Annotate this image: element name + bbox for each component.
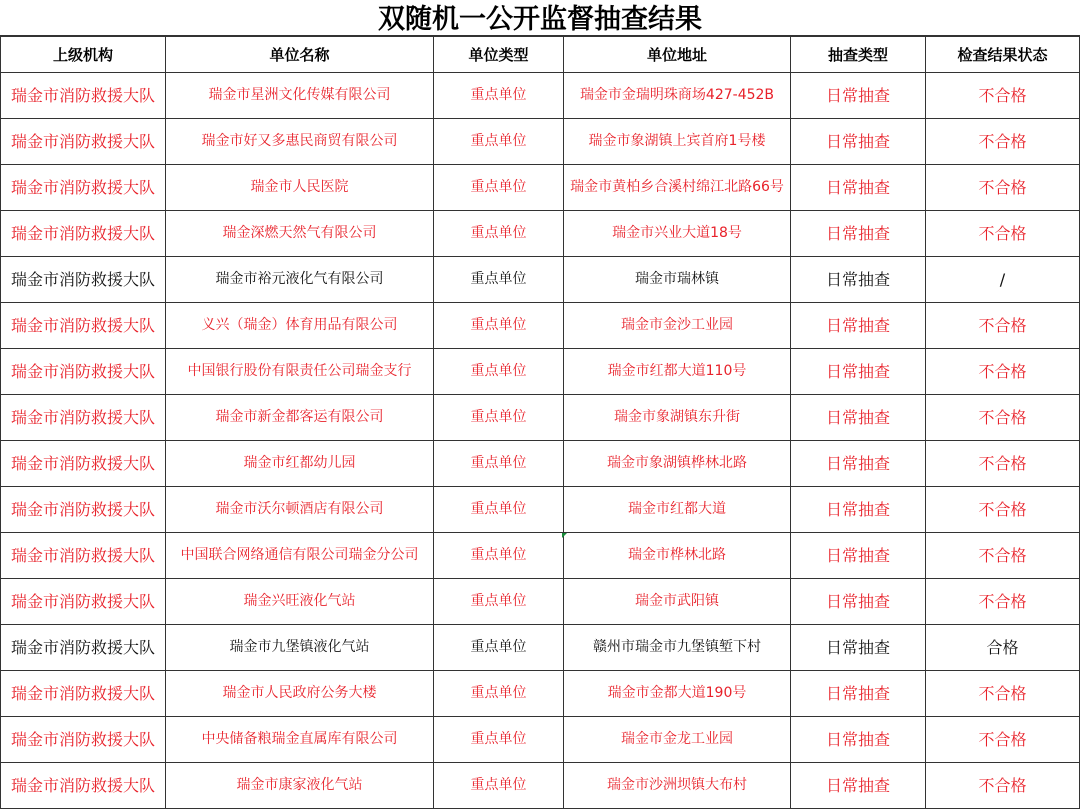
cell-unit-name[interactable]: 瑞金市新金都客运有限公司 bbox=[166, 395, 434, 441]
cell-unit-type[interactable]: 重点单位 bbox=[434, 349, 564, 395]
cell-result-status[interactable]: 不合格 bbox=[926, 717, 1080, 763]
cell-parent-org[interactable]: 瑞金市消防救援大队 bbox=[1, 487, 166, 533]
cell-inspection-type[interactable]: 日常抽查 bbox=[791, 395, 926, 441]
cell-unit-type[interactable]: 重点单位 bbox=[434, 257, 564, 303]
table-row bbox=[1, 119, 1080, 165]
cell-result-status[interactable]: 不合格 bbox=[926, 763, 1080, 809]
cell-unit-name[interactable]: 瑞金市沃尔顿酒店有限公司 bbox=[166, 487, 434, 533]
cell-inspection-type[interactable]: 日常抽查 bbox=[791, 579, 926, 625]
cell-unit-address[interactable]: 瑞金市象湖镇桦林北路 bbox=[564, 441, 791, 487]
table-row bbox=[1, 303, 1080, 349]
cell-inspection-type[interactable]: 日常抽查 bbox=[791, 73, 926, 119]
table-row bbox=[1, 533, 1080, 579]
cell-parent-org[interactable]: 瑞金市消防救援大队 bbox=[1, 763, 166, 809]
cell-unit-name[interactable]: 瑞金市九堡镇液化气站 bbox=[166, 625, 434, 671]
table-row bbox=[1, 395, 1080, 441]
cell-result-status[interactable]: / bbox=[926, 257, 1080, 303]
cell-unit-name[interactable]: 瑞金深燃天然气有限公司 bbox=[166, 211, 434, 257]
results-table bbox=[0, 36, 1080, 809]
cell-unit-address[interactable]: 瑞金市金瑞明珠商场427-452B bbox=[564, 73, 791, 119]
cell-unit-type[interactable]: 重点单位 bbox=[434, 625, 564, 671]
cell-unit-address[interactable]: 瑞金市红都大道110号 bbox=[564, 349, 791, 395]
table-row bbox=[1, 349, 1080, 395]
cell-unit-address[interactable]: 瑞金市象湖镇东升街 bbox=[564, 395, 791, 441]
cell-inspection-type[interactable]: 日常抽查 bbox=[791, 211, 926, 257]
table-row bbox=[1, 441, 1080, 487]
cell-unit-name[interactable]: 瑞金市红都幼儿园 bbox=[166, 441, 434, 487]
table-row bbox=[1, 257, 1080, 303]
table-row bbox=[1, 763, 1080, 809]
cell-unit-type[interactable]: 重点单位 bbox=[434, 303, 564, 349]
cell-comment-indicator-icon bbox=[562, 533, 567, 538]
cell-result-status[interactable]: 不合格 bbox=[926, 487, 1080, 533]
cell-unit-address[interactable]: 瑞金市武阳镇 bbox=[564, 579, 791, 625]
cell-result-status[interactable]: 不合格 bbox=[926, 211, 1080, 257]
cell-result-status[interactable]: 合格 bbox=[926, 625, 1080, 671]
header-unit-name[interactable]: 单位名称 bbox=[166, 37, 434, 73]
cell-parent-org[interactable]: 瑞金市消防救援大队 bbox=[1, 211, 166, 257]
cell-parent-org[interactable]: 瑞金市消防救援大队 bbox=[1, 625, 166, 671]
cell-unit-name[interactable]: 瑞金市人民政府公务大楼 bbox=[166, 671, 434, 717]
cell-inspection-type[interactable]: 日常抽查 bbox=[791, 763, 926, 809]
table-row bbox=[1, 165, 1080, 211]
cell-result-status[interactable]: 不合格 bbox=[926, 73, 1080, 119]
cell-unit-address[interactable]: 瑞金市兴业大道18号 bbox=[564, 211, 791, 257]
cell-result-status[interactable]: 不合格 bbox=[926, 119, 1080, 165]
cell-unit-name[interactable]: 瑞金市裕元液化气有限公司 bbox=[166, 257, 434, 303]
cell-inspection-type[interactable]: 日常抽查 bbox=[791, 533, 926, 579]
cell-result-status[interactable]: 不合格 bbox=[926, 165, 1080, 211]
cell-inspection-type[interactable]: 日常抽查 bbox=[791, 625, 926, 671]
cell-inspection-type[interactable]: 日常抽查 bbox=[791, 441, 926, 487]
header-inspection-type[interactable]: 抽查类型 bbox=[791, 37, 926, 73]
cell-parent-org[interactable]: 瑞金市消防救援大队 bbox=[1, 579, 166, 625]
cell-unit-type[interactable]: 重点单位 bbox=[434, 579, 564, 625]
cell-inspection-type[interactable]: 日常抽查 bbox=[791, 671, 926, 717]
cell-unit-address[interactable]: 瑞金市红都大道 bbox=[564, 487, 791, 533]
cell-unit-type[interactable]: 重点单位 bbox=[434, 533, 564, 579]
cell-inspection-type[interactable]: 日常抽查 bbox=[791, 257, 926, 303]
header-row bbox=[1, 37, 1080, 73]
header-unit-address[interactable]: 单位地址 bbox=[564, 37, 791, 73]
cell-parent-org[interactable]: 瑞金市消防救援大队 bbox=[1, 165, 166, 211]
cell-result-status[interactable]: 不合格 bbox=[926, 441, 1080, 487]
cell-unit-name[interactable]: 中央储备粮瑞金直属库有限公司 bbox=[166, 717, 434, 763]
cell-unit-address[interactable]: 瑞金市沙洲坝镇大布村 bbox=[564, 763, 791, 809]
cell-unit-address[interactable]: 瑞金市金沙工业园 bbox=[564, 303, 791, 349]
cell-result-status[interactable]: 不合格 bbox=[926, 303, 1080, 349]
cell-unit-name[interactable]: 中国银行股份有限责任公司瑞金支行 bbox=[166, 349, 434, 395]
header-result-status[interactable]: 检查结果状态 bbox=[926, 37, 1080, 73]
cell-unit-type[interactable]: 重点单位 bbox=[434, 119, 564, 165]
cell-parent-org[interactable]: 瑞金市消防救援大队 bbox=[1, 257, 166, 303]
cell-parent-org[interactable]: 瑞金市消防救援大队 bbox=[1, 73, 166, 119]
cell-parent-org[interactable]: 瑞金市消防救援大队 bbox=[1, 441, 166, 487]
cell-parent-org[interactable]: 瑞金市消防救援大队 bbox=[1, 533, 166, 579]
cell-result-status[interactable]: 不合格 bbox=[926, 533, 1080, 579]
cell-unit-name[interactable]: 瑞金兴旺液化气站 bbox=[166, 579, 434, 625]
cell-unit-type[interactable]: 重点单位 bbox=[434, 671, 564, 717]
cell-unit-address[interactable]: 瑞金市桦林北路 bbox=[564, 533, 791, 579]
cell-parent-org[interactable]: 瑞金市消防救援大队 bbox=[1, 349, 166, 395]
cell-unit-address[interactable]: 瑞金市黄柏乡合溪村绵江北路66号 bbox=[564, 165, 791, 211]
table-row bbox=[1, 579, 1080, 625]
cell-inspection-type[interactable]: 日常抽查 bbox=[791, 119, 926, 165]
cell-unit-address[interactable]: 赣州市瑞金市九堡镇堑下村 bbox=[564, 625, 791, 671]
header-parent-org[interactable]: 上级机构 bbox=[1, 37, 166, 73]
cell-parent-org[interactable]: 瑞金市消防救援大队 bbox=[1, 119, 166, 165]
cell-inspection-type[interactable]: 日常抽查 bbox=[791, 165, 926, 211]
cell-inspection-type[interactable]: 日常抽查 bbox=[791, 717, 926, 763]
cell-unit-name[interactable]: 瑞金市星洲文化传媒有限公司 bbox=[166, 73, 434, 119]
cell-unit-name[interactable]: 瑞金市康家液化气站 bbox=[166, 763, 434, 809]
cell-unit-type[interactable]: 重点单位 bbox=[434, 441, 564, 487]
table-row bbox=[1, 625, 1080, 671]
cell-unit-address[interactable]: 瑞金市金都大道190号 bbox=[564, 671, 791, 717]
cell-unit-type[interactable]: 重点单位 bbox=[434, 165, 564, 211]
sheet-title: 双随机一公开监督抽查结果 bbox=[0, 0, 1080, 36]
cell-unit-type[interactable]: 重点单位 bbox=[434, 395, 564, 441]
cell-result-status[interactable]: 不合格 bbox=[926, 671, 1080, 717]
cell-unit-type[interactable]: 重点单位 bbox=[434, 717, 564, 763]
cell-unit-type[interactable]: 重点单位 bbox=[434, 211, 564, 257]
cell-unit-type[interactable]: 重点单位 bbox=[434, 73, 564, 119]
header-unit-type[interactable]: 单位类型 bbox=[434, 37, 564, 73]
cell-parent-org[interactable]: 瑞金市消防救援大队 bbox=[1, 303, 166, 349]
cell-inspection-type[interactable]: 日常抽查 bbox=[791, 349, 926, 395]
cell-unit-name[interactable]: 瑞金市人民医院 bbox=[166, 165, 434, 211]
cell-unit-name[interactable]: 义兴（瑞金）体育用品有限公司 bbox=[166, 303, 434, 349]
cell-unit-type[interactable]: 重点单位 bbox=[434, 487, 564, 533]
cell-unit-address[interactable]: 瑞金市金龙工业园 bbox=[564, 717, 791, 763]
cell-result-status[interactable]: 不合格 bbox=[926, 395, 1080, 441]
table-row bbox=[1, 73, 1080, 119]
cell-inspection-type[interactable]: 日常抽查 bbox=[791, 303, 926, 349]
cell-inspection-type[interactable]: 日常抽查 bbox=[791, 487, 926, 533]
cell-unit-name[interactable]: 中国联合网络通信有限公司瑞金分公司 bbox=[166, 533, 434, 579]
cell-parent-org[interactable]: 瑞金市消防救援大队 bbox=[1, 671, 166, 717]
cell-parent-org[interactable]: 瑞金市消防救援大队 bbox=[1, 395, 166, 441]
table-row bbox=[1, 487, 1080, 533]
cell-result-status[interactable]: 不合格 bbox=[926, 349, 1080, 395]
cell-result-status[interactable]: 不合格 bbox=[926, 579, 1080, 625]
cell-unit-type[interactable]: 重点单位 bbox=[434, 763, 564, 809]
cell-unit-address[interactable]: 瑞金市瑞林镇 bbox=[564, 257, 791, 303]
cell-unit-name[interactable]: 瑞金市好又多惠民商贸有限公司 bbox=[166, 119, 434, 165]
table-row bbox=[1, 671, 1080, 717]
cell-parent-org[interactable]: 瑞金市消防救援大队 bbox=[1, 717, 166, 763]
table-row bbox=[1, 211, 1080, 257]
table-row bbox=[1, 717, 1080, 763]
cell-unit-address[interactable]: 瑞金市象湖镇上宾首府1号楼 bbox=[564, 119, 791, 165]
